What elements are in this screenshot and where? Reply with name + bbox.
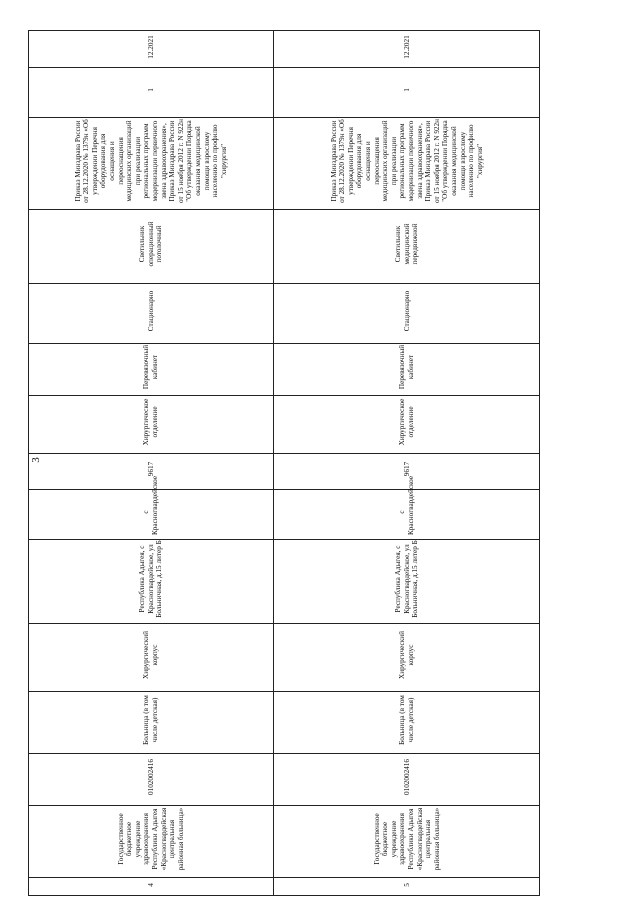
- cell-text-form: Стационарно: [402, 290, 411, 332]
- table-cell-building: [29, 623, 273, 691]
- cell-text-locality: с Красногвардейское: [142, 475, 159, 535]
- cell-text-qty: 1: [146, 88, 155, 92]
- cell-text-address: Республика Адыгея, с Красногвардейское, ул Больничная, д.15 литер Б: [138, 540, 164, 618]
- page-number: 3: [30, 457, 42, 463]
- cell-text-basis: Приказ Минздрава России от 28.12.2020 № 1379н «Об утверждении Перечня оборудования для оснащения и переоснащения медицинских организаций при реализации региональных программ модернизации первичного звена здравоохранения», Приказ Минздрава России от 15 ноября 2012 г. N 922н "Об утверждении Порядка оказания медицинской помощи взрослому населению по профилю "хирургия": [329, 119, 484, 203]
- equipment-table: [28, 30, 540, 896]
- table-cell-num: [273, 877, 541, 897]
- cell-text-building-type: Больница (в том числе детская): [142, 695, 159, 745]
- table-cell-qty: [29, 67, 273, 117]
- cell-text-org: Государственное бюджетное учреждение здравоохранения Республики Адыгея «Красногвардейская центральная районная больница»: [116, 807, 185, 871]
- table-cell-code: [29, 753, 273, 805]
- cell-text-locality: с Красногвардейское: [398, 475, 415, 535]
- table-cell-locality: [29, 475, 273, 539]
- table-cell-locality: [273, 475, 541, 539]
- table-cell-building: [273, 623, 541, 691]
- table-cell-department: [273, 395, 541, 453]
- table-cell-form: [273, 283, 541, 343]
- table-cell-org: [29, 805, 273, 877]
- table-cell-form: [29, 283, 273, 343]
- cell-text-basis: Приказ Минздрава России от 28.12.2020 № 1379н «Об утверждении Перечня оборудования для оснащения и переоснащения медицинских организаций при реализации региональных программ модернизации первичного звена здравоохранения», Приказ Минздрава России от 15 ноября 2012 г. N 922н "Об утверждении Порядка оказания медицинской помощи взрослому населению по профилю "хирургия": [73, 119, 228, 203]
- table-cell-org: [273, 805, 541, 877]
- cell-text-department: Хирургическое отделение: [142, 398, 159, 446]
- cell-text-code2: 9617: [402, 461, 411, 477]
- table-cell-date: [273, 31, 541, 67]
- cell-text-code: 0102002416: [146, 759, 155, 795]
- table-cell-qty: [273, 67, 541, 117]
- cell-text-equipment: Светильник операционный потолочный: [138, 221, 164, 267]
- table-cell-date: [29, 31, 273, 67]
- table-cell-basis: [273, 117, 541, 209]
- cell-text-code2: 9617: [146, 461, 155, 477]
- cell-text-equipment: Светильник медицинский передвижной: [394, 223, 420, 265]
- cell-text-num: 4: [146, 883, 155, 887]
- cell-text-building: Хирургический корпус: [398, 631, 415, 679]
- table-cell-room: [273, 343, 541, 395]
- cell-text-address: Республика Адыгея, с Красногвардейское, ул Больничная, д.15 литер Б: [394, 540, 420, 618]
- cell-text-date: 12.2021: [402, 35, 411, 59]
- table-cell-code: [273, 753, 541, 805]
- cell-text-org: Государственное бюджетное учреждение здравоохранения Республики Адыгея «Красногвардейская центральная районная больница»: [372, 807, 441, 871]
- table-cell-room: [29, 343, 273, 395]
- table-cell-equipment: [273, 209, 541, 283]
- cell-text-building: Хирургический корпус: [142, 631, 159, 679]
- table-cell-address: [29, 539, 273, 623]
- cell-text-num: 5: [402, 883, 411, 887]
- cell-text-date: 12.2021: [146, 35, 155, 59]
- table-cell-address: [273, 539, 541, 623]
- table-cell-building-type: [273, 691, 541, 753]
- cell-text-building-type: Больница (в том числе детская): [398, 695, 415, 745]
- cell-text-department: Хирургическое отделение: [398, 398, 415, 446]
- cell-text-qty: 1: [402, 88, 411, 92]
- cell-text-room: Перевязочный кабинет: [142, 344, 159, 390]
- cell-text-form: Стационарно: [146, 290, 155, 332]
- table-cell-basis: [29, 117, 273, 209]
- table-cell-num: [29, 877, 273, 897]
- table-cell-equipment: [29, 209, 273, 283]
- cell-text-room: Перевязочный кабинет: [398, 344, 415, 390]
- table-cell-building-type: [29, 691, 273, 753]
- cell-text-code: 0102002416: [402, 759, 411, 795]
- table-cell-department: [29, 395, 273, 453]
